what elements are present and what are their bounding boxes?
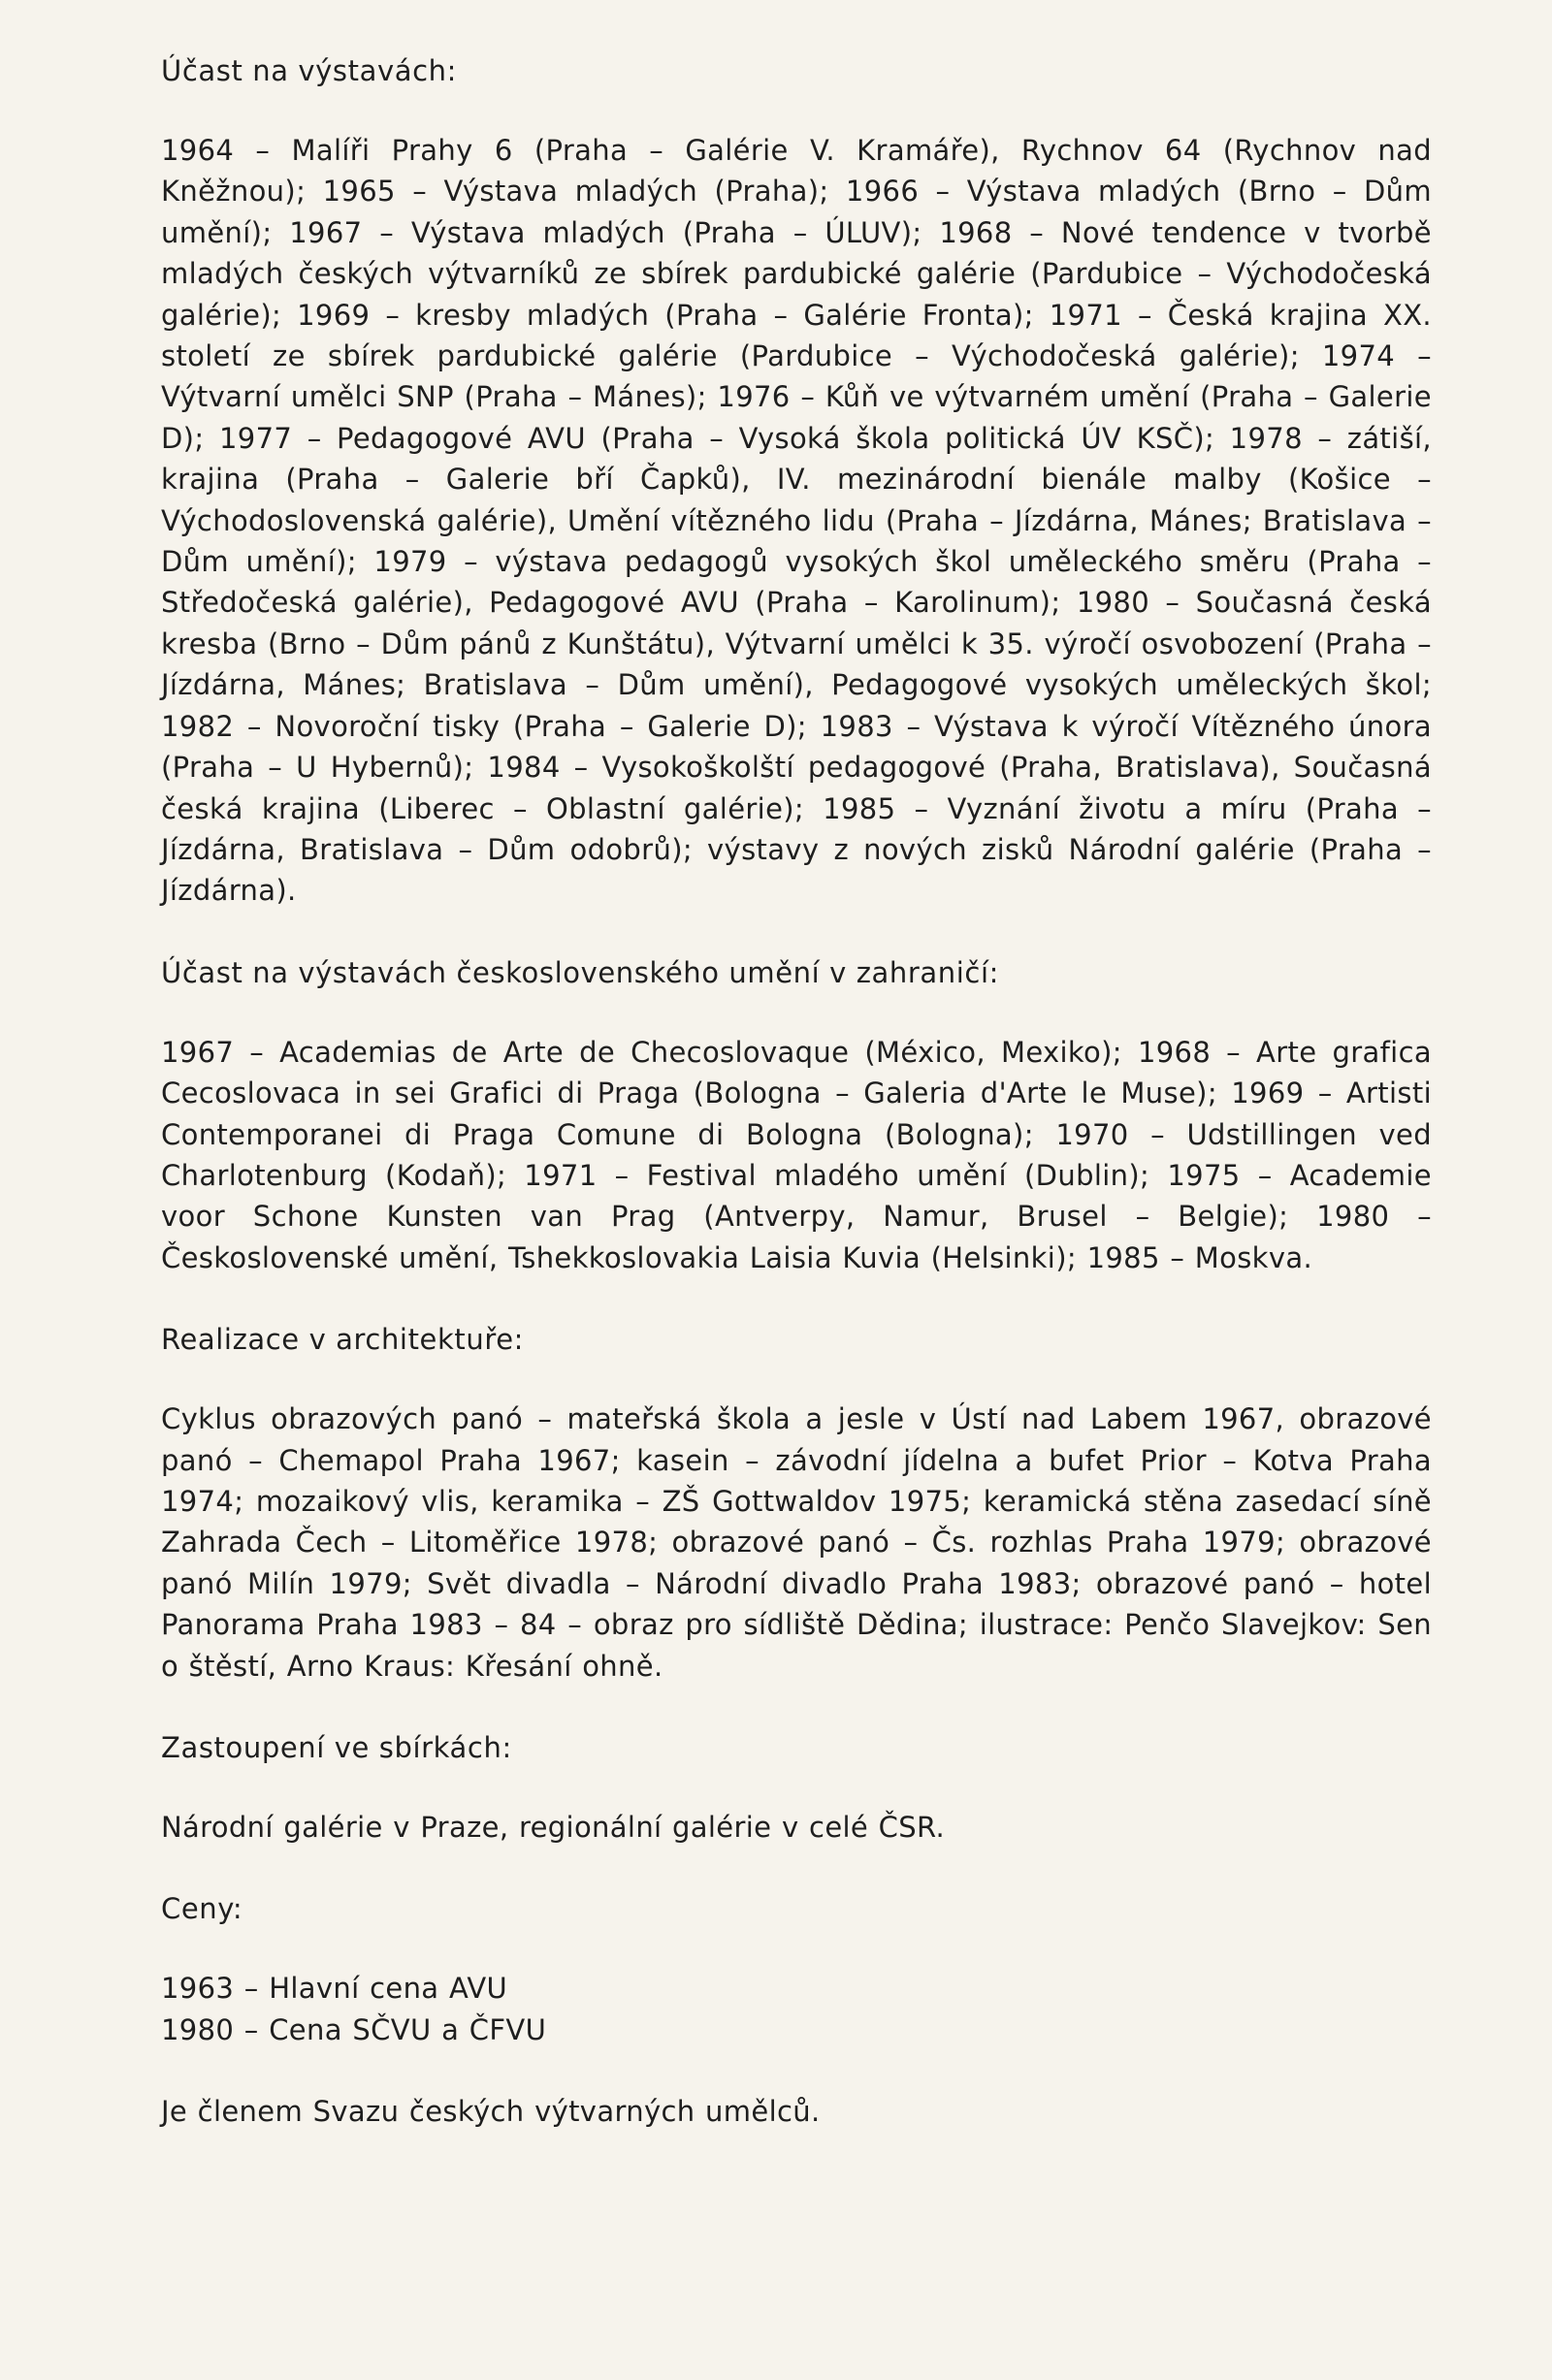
spacer — [161, 1278, 1432, 1319]
spacer — [161, 91, 1432, 130]
exhibitions-heading: Účast na výstavách: — [161, 54, 458, 87]
spacer — [161, 993, 1432, 1032]
collections-text: Národní galérie v Praze, regionální galérie v celé ČSR. — [161, 1811, 946, 1844]
architecture-text: Cyklus obrazových panó – mateřská škola a jesle v Ústí nad Labem 1967, obrazové panó – Chemapol Praha 1967; kasein – závodní jídelna a bufet Prior – Kotva Praha 1974; mozaikový vlis, keramika – ZŠ Gottwaldov 1975; keramická stěna zasedací síně Zahrada Čech – Litoměřice 1978; obrazové panó – Čs. rozhlas Praha 1979; obrazové panó Milín 1979; Svět divadla – Národní divadlo Praha 1983; obrazové panó – hotel Panorama Praha 1983 – 84 – obraz pro sídliště Dědina; ilustrace: Penčo Slavejkov: Sen o štěstí, Arno Kraus: Křesání ohně. — [161, 1402, 1432, 1683]
award-item: 1980 – Cena SČVU a ČFVU — [161, 2012, 547, 2046]
document-page — [161, 50, 1432, 2133]
exhibitions-text: 1964 – Malíři Prahy 6 (Praha – Galérie V. Kramáře), Rychnov 64 (Rychnov nad Kněžnou); 1965 – Výstava mladých (Praha); 1966 – Výstava mladých (Brno – Dům umění); 1967 – Výstava mladých (Praha – ÚLUV); 1968 – Nové tendence v tvorbě mladých českých výtvarníků ze sbírek pardubické galérie (Pardubice – Východočeská galérie); 1969 – kresby mladých (Praha – Galérie Fronta); 1971 – Česká krajina XX. století ze sbírek pardubické galérie (Pardubice – Východočeská galérie); 1974 – Výtvarní umělci SNP (Praha – Mánes); 1976 – Kůň ve výtvarném umění (Praha – Galerie D); 1977 – Pedagogové AVU (Praha – Vysoká škola politická ÚV KSČ); 1978 – zátiší, krajina (Praha – Galerie bří Čapků), IV. mezinárodní bienále malby (Košice – Východoslovenská galérie), Umění vítězného lidu (Praha – Jízdárna, Mánes; Bratislava – Dům umění); 1979 – výstava pedagogů vysokých škol uměleckého směru (Praha – Středočeská galérie), Pedagogové AVU (Praha – Karolinum); 1980 – Současná česká kresba (Brno – Dům pánů z Kunštátu), Výtvarní umělci k 35. výročí osvobození (Praha – Jízdárna, Mánes; Bratislava – Dům umění), Pedagogové vysokých uměleckých škol; 1982 – Novoroční tisky (Praha – Galerie D); 1983 – Výstava k výročí Vítězného února (Praha – U Hybernů); 1984 – Vysokoškolští pedagogové (Praha, Bratislava), Současná česká krajina (Liberec – Oblastní galérie); 1985 – Vyznání životu a míru (Praha – Jízdárna, Bratislava – Dům odobrů); výstavy z nových zisků Národní galérie (Praha – Jízdárna). — [161, 134, 1432, 908]
spacer — [161, 912, 1432, 952]
awards-list — [161, 1968, 1432, 2050]
abroad-heading: Účast na výstavách československého umění v zahraničí: — [161, 955, 999, 989]
membership-text: Je členem Svazu českých výtvarných umělců. — [161, 2095, 821, 2129]
spacer — [161, 1929, 1432, 1968]
spacer — [161, 1360, 1432, 1399]
collections-heading: Zastoupení ve sbírkách: — [161, 1731, 512, 1764]
awards-heading: Ceny: — [161, 1892, 243, 1926]
spacer — [161, 1848, 1432, 1888]
spacer — [161, 2050, 1432, 2091]
award-item: 1963 – Hlavní cena AVU — [161, 1972, 508, 2006]
architecture-heading: Realizace v architektuře: — [161, 1323, 525, 1357]
spacer — [161, 1768, 1432, 1807]
abroad-text: 1967 – Academias de Arte de Checoslovaque (México, Mexiko); 1968 – Arte grafica Cecoslovaca in sei Grafici di Praga (Bologna – Galeria d'Arte le Muse); 1969 – Artisti Contemporanei di Praga Comune di Bologna (Bologna); 1970 – Udstillingen ved Charlotenburg (Kodaň); 1971 – Festival mladého umění (Dublin); 1975 – Academie voor Schone Kunsten van Prag (Antverpy, Namur, Brusel – Belgie); 1980 – Československé umění, Tshekkoslovakia Laisia Kuvia (Helsinki); 1985 – Moskva. — [161, 1035, 1432, 1274]
spacer — [161, 1687, 1432, 1727]
